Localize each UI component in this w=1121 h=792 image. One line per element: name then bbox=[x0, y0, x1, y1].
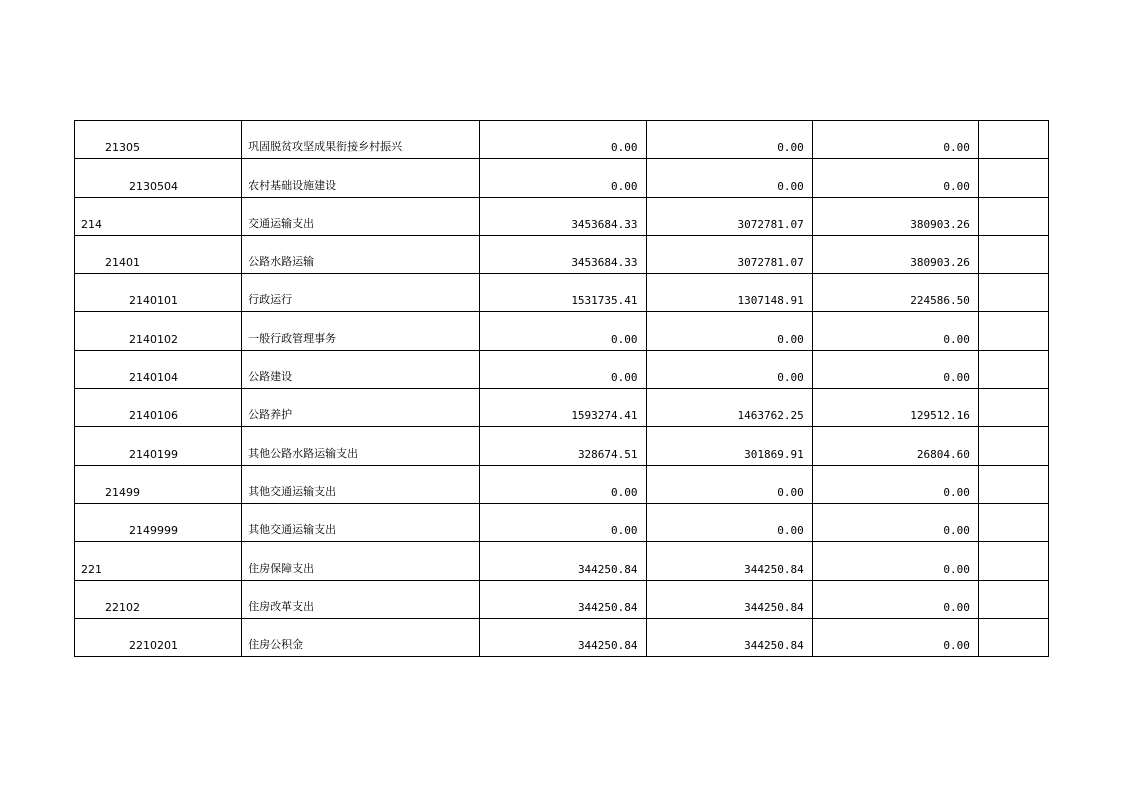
basic-amount-cell: 0.00 bbox=[646, 121, 812, 159]
classification-code-cell: 22102 bbox=[75, 580, 242, 618]
table-row bbox=[75, 465, 1049, 503]
total-amount-cell: 344250.84 bbox=[480, 542, 646, 580]
remark-cell bbox=[978, 389, 1048, 427]
classification-code-cell: 21305 bbox=[75, 121, 242, 159]
table-row bbox=[75, 542, 1049, 580]
classification-code-cell: 21499 bbox=[75, 465, 242, 503]
project-amount-cell: 0.00 bbox=[812, 542, 978, 580]
project-amount-cell: 0.00 bbox=[812, 580, 978, 618]
remark-cell bbox=[978, 580, 1048, 618]
project-amount-cell: 380903.26 bbox=[812, 235, 978, 273]
project-amount-cell: 129512.16 bbox=[812, 389, 978, 427]
remark-cell bbox=[978, 197, 1048, 235]
item-name-cell: 行政运行 bbox=[242, 274, 480, 312]
basic-amount-cell: 0.00 bbox=[646, 350, 812, 388]
item-name-cell: 其他交通运输支出 bbox=[242, 503, 480, 541]
total-amount-cell: 0.00 bbox=[480, 159, 646, 197]
table-row bbox=[75, 235, 1049, 273]
table-row bbox=[75, 427, 1049, 465]
project-amount-cell: 0.00 bbox=[812, 350, 978, 388]
basic-amount-cell: 0.00 bbox=[646, 159, 812, 197]
basic-amount-cell: 344250.84 bbox=[646, 542, 812, 580]
basic-amount-cell: 3072781.07 bbox=[646, 235, 812, 273]
basic-amount-cell: 1463762.25 bbox=[646, 389, 812, 427]
item-name-cell: 住房公积金 bbox=[242, 618, 480, 656]
project-amount-cell: 0.00 bbox=[812, 312, 978, 350]
project-amount-cell: 0.00 bbox=[812, 503, 978, 541]
classification-code-cell: 2140104 bbox=[75, 350, 242, 388]
basic-amount-cell: 0.00 bbox=[646, 465, 812, 503]
basic-amount-cell: 344250.84 bbox=[646, 580, 812, 618]
table-row bbox=[75, 503, 1049, 541]
classification-code-cell: 2130504 bbox=[75, 159, 242, 197]
classification-code-cell: 2140199 bbox=[75, 427, 242, 465]
classification-code-cell: 214 bbox=[75, 197, 242, 235]
table-body bbox=[75, 121, 1049, 657]
table-row bbox=[75, 618, 1049, 656]
item-name-cell: 其他交通运输支出 bbox=[242, 465, 480, 503]
item-name-cell: 巩固脱贫攻坚成果衔接乡村振兴 bbox=[242, 121, 480, 159]
basic-amount-cell: 3072781.07 bbox=[646, 197, 812, 235]
total-amount-cell: 3453684.33 bbox=[480, 197, 646, 235]
remark-cell bbox=[978, 312, 1048, 350]
total-amount-cell: 344250.84 bbox=[480, 580, 646, 618]
total-amount-cell: 0.00 bbox=[480, 121, 646, 159]
table-row bbox=[75, 274, 1049, 312]
table-row bbox=[75, 312, 1049, 350]
total-amount-cell: 1593274.41 bbox=[480, 389, 646, 427]
basic-amount-cell: 0.00 bbox=[646, 312, 812, 350]
total-amount-cell: 328674.51 bbox=[480, 427, 646, 465]
remark-cell bbox=[978, 350, 1048, 388]
total-amount-cell: 0.00 bbox=[480, 503, 646, 541]
table-row bbox=[75, 197, 1049, 235]
classification-code-cell: 2140102 bbox=[75, 312, 242, 350]
classification-code-cell: 2210201 bbox=[75, 618, 242, 656]
project-amount-cell: 26804.60 bbox=[812, 427, 978, 465]
remark-cell bbox=[978, 235, 1048, 273]
basic-amount-cell: 301869.91 bbox=[646, 427, 812, 465]
classification-code-cell: 2140101 bbox=[75, 274, 242, 312]
project-amount-cell: 0.00 bbox=[812, 618, 978, 656]
project-amount-cell: 0.00 bbox=[812, 159, 978, 197]
classification-code-cell: 21401 bbox=[75, 235, 242, 273]
total-amount-cell: 0.00 bbox=[480, 312, 646, 350]
total-amount-cell: 3453684.33 bbox=[480, 235, 646, 273]
remark-cell bbox=[978, 542, 1048, 580]
basic-amount-cell: 344250.84 bbox=[646, 618, 812, 656]
table-row bbox=[75, 350, 1049, 388]
item-name-cell: 农村基础设施建设 bbox=[242, 159, 480, 197]
expenditure-table bbox=[74, 120, 1049, 657]
item-name-cell: 其他公路水路运输支出 bbox=[242, 427, 480, 465]
remark-cell bbox=[978, 618, 1048, 656]
total-amount-cell: 344250.84 bbox=[480, 618, 646, 656]
item-name-cell: 住房保障支出 bbox=[242, 542, 480, 580]
remark-cell bbox=[978, 274, 1048, 312]
classification-code-cell: 2140106 bbox=[75, 389, 242, 427]
item-name-cell: 住房改革支出 bbox=[242, 580, 480, 618]
total-amount-cell: 0.00 bbox=[480, 465, 646, 503]
table-row bbox=[75, 121, 1049, 159]
item-name-cell: 公路建设 bbox=[242, 350, 480, 388]
item-name-cell: 交通运输支出 bbox=[242, 197, 480, 235]
project-amount-cell: 224586.50 bbox=[812, 274, 978, 312]
item-name-cell: 公路养护 bbox=[242, 389, 480, 427]
remark-cell bbox=[978, 427, 1048, 465]
total-amount-cell: 0.00 bbox=[480, 350, 646, 388]
item-name-cell: 公路水路运输 bbox=[242, 235, 480, 273]
basic-amount-cell: 0.00 bbox=[646, 503, 812, 541]
project-amount-cell: 380903.26 bbox=[812, 197, 978, 235]
table-row bbox=[75, 580, 1049, 618]
item-name-cell: 一般行政管理事务 bbox=[242, 312, 480, 350]
classification-code-cell: 221 bbox=[75, 542, 242, 580]
table-row bbox=[75, 389, 1049, 427]
project-amount-cell: 0.00 bbox=[812, 465, 978, 503]
remark-cell bbox=[978, 503, 1048, 541]
remark-cell bbox=[978, 121, 1048, 159]
project-amount-cell: 0.00 bbox=[812, 121, 978, 159]
basic-amount-cell: 1307148.91 bbox=[646, 274, 812, 312]
table-row bbox=[75, 159, 1049, 197]
classification-code-cell: 2149999 bbox=[75, 503, 242, 541]
remark-cell bbox=[978, 159, 1048, 197]
remark-cell bbox=[978, 465, 1048, 503]
total-amount-cell: 1531735.41 bbox=[480, 274, 646, 312]
